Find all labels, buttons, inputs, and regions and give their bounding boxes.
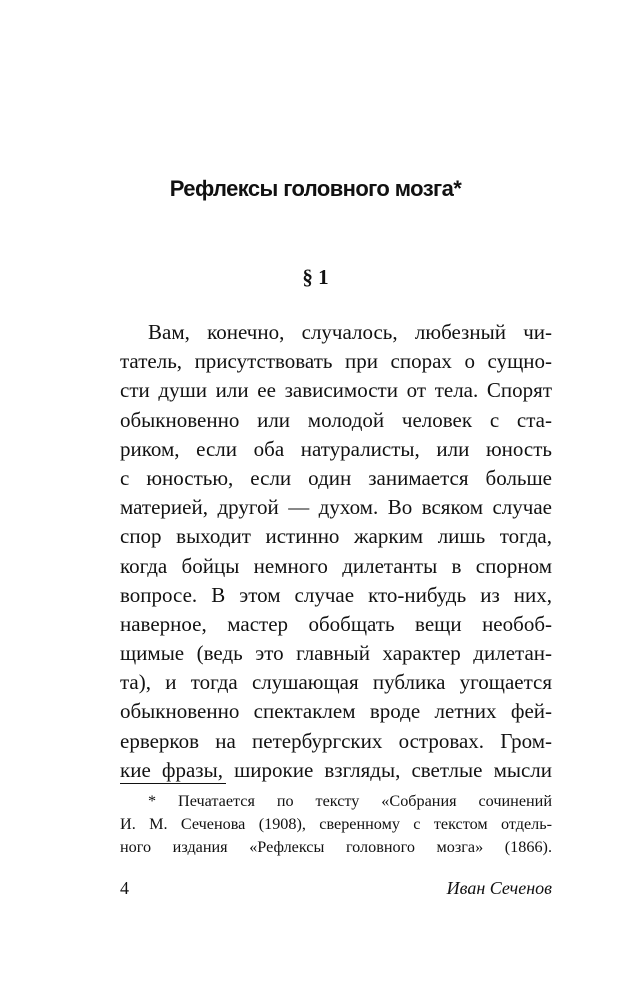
footnote-divider [120,783,226,784]
body-line: ерверков на петербургских островах. Гром- [120,728,552,753]
footnote-line: ного издания «Рефлексы головного мозга» (1866). [120,838,552,856]
footnote-line: * Печатается по тексту «Собрания сочинений [148,792,552,810]
body-line: с юностью, если один занимается больше [120,465,552,490]
body-line: кие фразы, широкие взгляды, светлые мысли [120,757,552,782]
section-heading: § 1 [302,265,329,289]
body-line: обыкновенно спектаклем вроде летних фей- [120,699,552,724]
body-line: обыкновенно или молодой человек с ста- [120,407,552,432]
body-line: Вам, конечно, случалось, любезный чи- [148,320,552,344]
footnote-line: И. М. Сеченова (1908), сверенному с текстом отдель- [120,815,552,833]
body-line: материей, другой — духом. Во всяком случае [120,495,552,520]
body-line: когда бойцы немного дилетанты в спорном [120,553,552,578]
body-line: риком, если оба натуралисты, или юность [120,436,552,461]
body-line: щимые (ведь это главный характер дилетан- [120,641,552,666]
body-text [120,318,552,785]
body-line: спор выходит истинно жарким лишь тогда, [120,524,552,549]
running-footer-author: Иван Сеченов [446,878,552,898]
body-line: татель, присутствовать при спорах о сущно- [120,349,552,374]
chapter-title: Рефлексы головного мозга* [169,176,462,201]
body-line: та), и тогда слушающая публика угощается [120,670,552,695]
body-line: наверное, мастер обобщать вещи необоб- [120,611,552,636]
page-number: 4 [120,878,129,898]
body-line: вопросе. В этом случае кто-нибудь из них, [120,582,552,607]
body-line: сти души или ее зависимости от тела. Спорят [120,378,552,403]
footnote [120,790,552,859]
